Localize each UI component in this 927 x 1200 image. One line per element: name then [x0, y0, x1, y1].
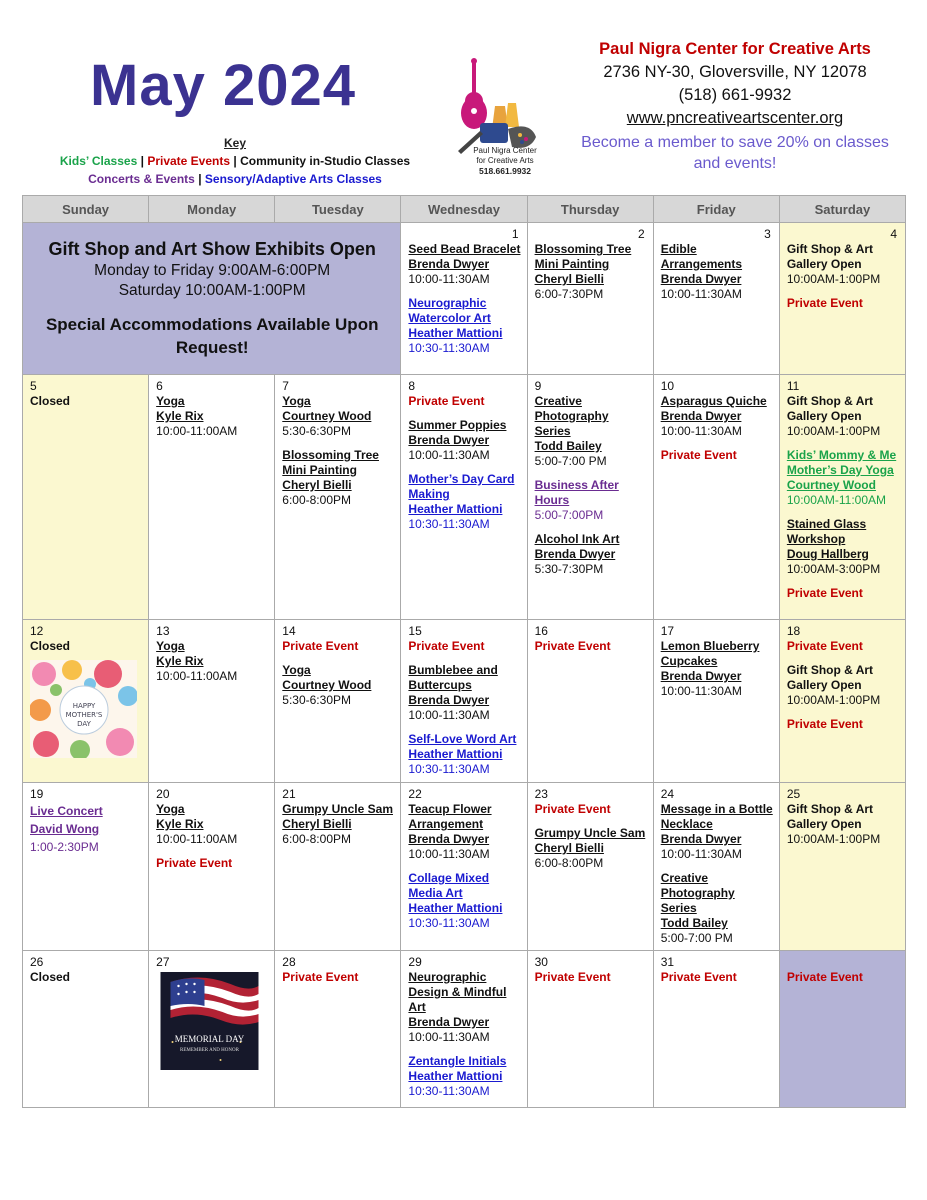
private-event[interactable]: Private Event — [534, 970, 611, 984]
day-number: 17 — [660, 624, 675, 638]
day-number: 2 — [638, 227, 645, 241]
closed-label: Closed — [30, 639, 71, 653]
day-cell — [401, 375, 527, 620]
private-event[interactable]: Private Event — [534, 639, 611, 653]
event-time: 10:30-11:30AM — [408, 1084, 490, 1098]
event[interactable] — [408, 1054, 520, 1099]
day-header-thursday: Thursday — [527, 196, 653, 223]
day-number: 11 — [786, 379, 800, 393]
event[interactable] — [408, 732, 520, 777]
private-event[interactable]: Private Event — [786, 970, 863, 984]
instructor: Brenda Dwyer — [660, 832, 742, 846]
instructor: Heather Mattioni — [408, 502, 503, 516]
event-time: 10:30-11:30AM — [408, 916, 490, 930]
day-cell — [23, 951, 149, 1108]
instructor: Doug Hallberg — [786, 547, 869, 561]
day-number: 15 — [408, 624, 422, 638]
instructor: Kyle Rix — [156, 817, 204, 831]
calendar-table — [22, 195, 906, 1108]
event[interactable] — [661, 242, 773, 302]
event[interactable] — [156, 394, 268, 439]
memorial-day-text: MEMORIAL DAY — [174, 1034, 245, 1044]
event-title: Grumpy Uncle Sam — [534, 826, 646, 840]
day-cell — [401, 783, 527, 951]
event-time: 10:00-11:30AM — [408, 1030, 490, 1044]
key-private: Private Events — [147, 154, 231, 168]
event-time: 10:30-11:30AM — [408, 762, 490, 776]
event-time: 10:00AM-1:00PM — [786, 693, 881, 707]
event[interactable] — [408, 871, 520, 931]
event[interactable] — [408, 802, 520, 862]
day-number: 10 — [660, 379, 675, 393]
day-number: 27 — [156, 955, 170, 969]
performer: David Wong — [30, 822, 100, 836]
day-cell — [779, 783, 905, 951]
event[interactable] — [535, 532, 647, 577]
day-cell — [401, 620, 527, 783]
event[interactable] — [661, 394, 773, 439]
instructor: Heather Mattioni — [408, 1069, 503, 1083]
event[interactable] — [787, 242, 899, 287]
day-cell — [653, 620, 779, 783]
key-sep: | — [233, 154, 237, 168]
org-url[interactable]: www.pncreativeartscenter.org — [626, 109, 844, 127]
day-cell — [653, 951, 779, 1108]
event-title: Live Concert — [30, 804, 103, 818]
mothers-day-image — [30, 660, 137, 758]
event-title: Grumpy Uncle Sam — [282, 802, 393, 816]
day-cell — [275, 951, 401, 1108]
week-row — [23, 223, 906, 375]
day-number: 28 — [282, 955, 296, 969]
event-title: Blossoming Tree Mini Painting — [282, 448, 379, 477]
day-cell — [401, 223, 527, 375]
event-title: Self-Love Word Art — [408, 732, 517, 746]
day-number: 8 — [408, 379, 416, 393]
event[interactable] — [408, 418, 520, 463]
event-title: Message in a Bottle Necklace — [660, 802, 773, 831]
day-number: 31 — [660, 955, 675, 969]
event-time: 1:00-2:30PM — [30, 840, 99, 854]
event-title: Yoga — [156, 802, 185, 816]
event-time: 10:00AM-3:00PM — [786, 562, 881, 576]
org-name: Paul Nigra Center for Creative Arts — [599, 40, 871, 58]
event[interactable] — [408, 296, 520, 356]
event-title: Yoga — [282, 394, 311, 408]
event[interactable] — [156, 639, 268, 684]
day-number: 3 — [764, 227, 771, 241]
day-cell — [275, 783, 401, 951]
key-community: Community in-Studio Classes — [240, 154, 411, 168]
event-time: 10:00-11:00AM — [156, 669, 238, 683]
day-number: 23 — [534, 787, 548, 801]
instructor: Courtney Wood — [282, 409, 372, 423]
day-number: 7 — [282, 379, 289, 393]
private-event[interactable]: Private Event — [786, 586, 863, 600]
day-cell — [527, 375, 653, 620]
day-number: 1 — [511, 227, 519, 241]
day-cell — [779, 620, 905, 783]
event-time: 10:00-11:30AM — [408, 448, 490, 462]
day-cell — [779, 375, 905, 620]
event-title: Alcohol Ink Art — [534, 532, 620, 546]
event-title: Gallery Open — [786, 257, 862, 271]
instructor: Brenda Dwyer — [408, 1015, 490, 1029]
event-time: 10:00-11:30AM — [660, 287, 742, 301]
event[interactable] — [282, 802, 394, 847]
event-title: Gallery Open — [786, 409, 862, 423]
day-number: 6 — [156, 379, 163, 393]
day-number: 18 — [786, 624, 801, 638]
event-time: 5:30-6:30PM — [282, 424, 351, 438]
event-time: 5:30-7:30PM — [534, 562, 604, 576]
event[interactable] — [535, 394, 647, 469]
day-header-tuesday: Tuesday — [275, 196, 401, 223]
event[interactable] — [787, 517, 899, 577]
instructor: Brenda Dwyer — [534, 547, 616, 561]
event-title: Teacup Flower Arrangement — [408, 802, 492, 831]
event-time: 10:00-11:30AM — [408, 272, 490, 286]
banner-hours-saturday: Saturday 10:00AM-1:00PM — [118, 282, 306, 299]
private-event[interactable]: Private Event — [786, 717, 863, 731]
week-row — [23, 951, 906, 1108]
event-time: 6:00-8:00PM — [282, 832, 351, 846]
day-number: 25 — [786, 787, 801, 801]
event-time: 10:00-11:00AM — [156, 424, 238, 438]
day-number: 22 — [408, 787, 422, 801]
instructor: Heather Mattioni — [408, 747, 503, 761]
event-title: Bumblebee and Buttercups — [408, 663, 498, 692]
event[interactable] — [408, 663, 520, 723]
event-time: 6:00-7:30PM — [534, 287, 604, 301]
key-sep: | — [140, 154, 144, 168]
banner-accommodations: Special Accommodations Available Upon Request! — [45, 315, 379, 357]
day-cell — [527, 783, 653, 951]
event-time: 10:00-11:30AM — [660, 847, 742, 861]
logo-line1: Paul Nigra Center — [473, 146, 537, 155]
day-cell — [149, 951, 275, 1108]
instructor: Heather Mattioni — [408, 901, 503, 915]
org-info — [580, 38, 890, 174]
instructor: Kyle Rix — [156, 409, 204, 423]
day-cell — [779, 223, 905, 375]
event[interactable] — [408, 970, 520, 1045]
event-title: Stained Glass Workshop — [786, 517, 867, 546]
instructor: Todd Bailey — [660, 916, 728, 930]
day-number: 21 — [282, 787, 296, 801]
day-cell — [149, 620, 275, 783]
event[interactable] — [408, 242, 520, 287]
event-time: 10:00AM-11:00AM — [786, 493, 887, 507]
event[interactable] — [787, 394, 899, 439]
day-number: 9 — [534, 379, 542, 393]
event[interactable] — [282, 394, 394, 439]
logo-caption — [440, 146, 570, 176]
day-cell — [23, 620, 149, 783]
instructor: Brenda Dwyer — [660, 409, 742, 423]
instructor: Cheryl Bielli — [282, 478, 352, 492]
instructor: Kyle Rix — [156, 654, 204, 668]
event[interactable] — [535, 826, 647, 871]
org-phone: (518) 661-9932 — [678, 86, 792, 104]
event-time: 10:30-11:30AM — [408, 517, 490, 531]
event[interactable] — [661, 871, 773, 946]
day-cell — [527, 223, 653, 375]
day-header-wednesday: Wednesday — [401, 196, 527, 223]
day-cell — [527, 951, 653, 1108]
mothers-day-text-1: HAPPY — [72, 702, 96, 710]
private-event[interactable]: Private Event — [408, 394, 485, 408]
weekday-header — [23, 196, 906, 223]
day-cell — [401, 951, 527, 1108]
day-cell — [779, 951, 905, 1108]
event[interactable] — [156, 802, 268, 847]
day-number: 30 — [534, 955, 548, 969]
event-title: Yoga — [156, 639, 185, 653]
event-title: Summer Poppies — [408, 418, 507, 432]
private-event[interactable]: Private Event — [786, 639, 863, 653]
instructor: Brenda Dwyer — [408, 693, 490, 707]
org-address: 2736 NY-30, Gloversville, NY 12078 — [603, 63, 867, 81]
instructor: Cheryl Bielli — [534, 841, 604, 855]
day-header-monday: Monday — [149, 196, 275, 223]
event-time: 5:30-6:30PM — [282, 693, 351, 707]
day-number: 4 — [890, 227, 897, 241]
page-title: May 2024 — [90, 53, 356, 118]
event-title: Neurographic Design & Mindful Art — [408, 970, 507, 1014]
instructor: Cheryl Bielli — [534, 272, 604, 286]
event-title: Yoga — [282, 663, 311, 677]
event[interactable] — [661, 639, 773, 699]
event-title: Gift Shop & Art — [786, 242, 874, 256]
day-cell — [653, 783, 779, 951]
event-title: Gift Shop & Art — [786, 802, 874, 816]
event-time: 10:00-11:00AM — [156, 832, 238, 846]
day-cell — [275, 620, 401, 783]
day-number: 24 — [660, 787, 675, 801]
day-cell — [149, 783, 275, 951]
event-title: Asparagus Quiche — [660, 394, 767, 408]
day-number: 13 — [156, 624, 170, 638]
closed-label: Closed — [30, 970, 71, 984]
event[interactable] — [787, 663, 899, 708]
event-time: 5:00-7:00PM — [534, 508, 604, 522]
mothers-day-text-2: MOTHER'S — [65, 711, 103, 719]
event-title: Lemon Blueberry Cupcakes — [660, 639, 760, 668]
event[interactable] — [787, 802, 899, 847]
banner-title: Gift Shop and Art Show Exhibits Open — [48, 239, 376, 259]
event-time: 5:00-7:00 PM — [534, 454, 607, 468]
day-cell — [23, 375, 149, 620]
event-title: Edible Arrangements — [660, 242, 743, 271]
day-cell — [149, 375, 275, 620]
info-banner — [23, 223, 401, 375]
event-title: Kids’ Mommy & Me Mother’s Day Yoga — [786, 448, 897, 477]
event-title: Gallery Open — [786, 817, 862, 831]
key-label: Key — [223, 136, 246, 150]
instructor: Todd Bailey — [534, 439, 602, 453]
event-time: 6:00-8:00PM — [282, 493, 351, 507]
memorial-day-subtext: REMEMBER AND HONOR — [180, 1048, 240, 1053]
event-time: 10:00-11:30AM — [408, 847, 490, 861]
event[interactable] — [408, 472, 520, 532]
event-time: 10:00-11:30AM — [660, 684, 742, 698]
week-row — [23, 620, 906, 783]
private-event[interactable]: Private Event — [660, 970, 737, 984]
day-number: 20 — [156, 787, 170, 801]
event-time: 10:00AM-1:00PM — [786, 832, 881, 846]
key-kids: Kids’ Classes — [59, 154, 138, 168]
day-number: 12 — [30, 624, 44, 638]
memorial-day-image — [156, 972, 263, 1070]
event-time: 5:00-7:00 PM — [660, 931, 733, 945]
event-title: Gallery Open — [786, 678, 862, 692]
event-title: Creative Photography Series — [660, 871, 735, 915]
day-number: 16 — [534, 624, 548, 638]
day-cell — [527, 620, 653, 783]
instructor: Brenda Dwyer — [408, 257, 490, 271]
event-time: 6:00-8:00PM — [534, 856, 604, 870]
logo-phone: 518.661.9932 — [479, 166, 531, 176]
day-number: 26 — [30, 955, 44, 969]
key-sep: | — [198, 172, 202, 186]
week-row — [23, 375, 906, 620]
day-cell — [653, 375, 779, 620]
event-time: 10:00AM-1:00PM — [786, 424, 881, 438]
event[interactable] — [282, 663, 394, 708]
day-number: 19 — [30, 787, 44, 801]
day-header-friday: Friday — [653, 196, 779, 223]
event-time: 10:30-11:30AM — [408, 341, 490, 355]
logo-line2: for Creative Arts — [476, 156, 534, 165]
private-event[interactable]: Private Event — [786, 296, 863, 310]
instructor: Brenda Dwyer — [408, 832, 490, 846]
private-event[interactable]: Private Event — [156, 856, 233, 870]
event-title: Yoga — [156, 394, 185, 408]
event-title: Business After Hours — [534, 478, 619, 507]
instructor: Brenda Dwyer — [660, 669, 742, 683]
event[interactable] — [661, 802, 773, 862]
day-header-saturday: Saturday — [779, 196, 905, 223]
day-cell — [653, 223, 779, 375]
day-number: 14 — [282, 624, 296, 638]
key-concerts: Concerts & Events — [88, 172, 195, 186]
day-number — [787, 955, 899, 970]
event[interactable] — [30, 802, 142, 856]
day-header-sunday: Sunday — [23, 196, 149, 223]
instructor: Courtney Wood — [282, 678, 372, 692]
instructor: Courtney Wood — [786, 478, 876, 492]
event[interactable] — [787, 448, 899, 508]
instructor: Brenda Dwyer — [408, 433, 490, 447]
private-event[interactable]: Private Event — [534, 802, 611, 816]
event-title: Neurographic Watercolor Art — [408, 296, 491, 325]
instructor: Cheryl Bielli — [282, 817, 352, 831]
week-row — [23, 783, 906, 951]
event-title: Blossoming Tree Mini Painting — [534, 242, 632, 271]
day-cell — [23, 783, 149, 951]
private-event[interactable]: Private Event — [660, 448, 737, 462]
instructor: Heather Mattioni — [408, 326, 503, 340]
legend-key — [40, 134, 430, 188]
event-time: 10:00-11:30AM — [408, 708, 490, 722]
event-title: Zentangle Initials — [408, 1054, 507, 1068]
event-title: Mother’s Day Card Making — [408, 472, 515, 501]
event-title: Seed Bead Bracelet — [408, 242, 521, 256]
event[interactable] — [535, 242, 647, 302]
event-title: Gift Shop & Art — [786, 663, 874, 677]
banner-hours-weekday: Monday to Friday 9:00AM-6:00PM — [94, 262, 331, 279]
key-sensory: Sensory/Adaptive Arts Classes — [204, 172, 382, 186]
event-time: 10:00AM-1:00PM — [786, 272, 881, 286]
event-title: Collage Mixed Media Art — [408, 871, 490, 900]
private-event[interactable]: Private Event — [408, 639, 485, 653]
event[interactable] — [282, 448, 394, 508]
event-time: 10:00-11:30AM — [660, 424, 742, 438]
day-cell — [275, 375, 401, 620]
event[interactable] — [535, 478, 647, 523]
event-title: Gift Shop & Art — [786, 394, 874, 408]
instructor: Brenda Dwyer — [660, 272, 742, 286]
event-title: Creative Photography Series — [534, 394, 609, 438]
member-promo: Become a member to save 20% on classes and events! — [581, 134, 889, 172]
mothers-day-text-3: DAY — [77, 720, 91, 728]
private-event[interactable]: Private Event — [282, 639, 359, 653]
day-number: 29 — [408, 955, 422, 969]
closed-label: Closed — [30, 394, 71, 408]
day-number: 5 — [30, 379, 37, 393]
private-event[interactable]: Private Event — [282, 970, 359, 984]
